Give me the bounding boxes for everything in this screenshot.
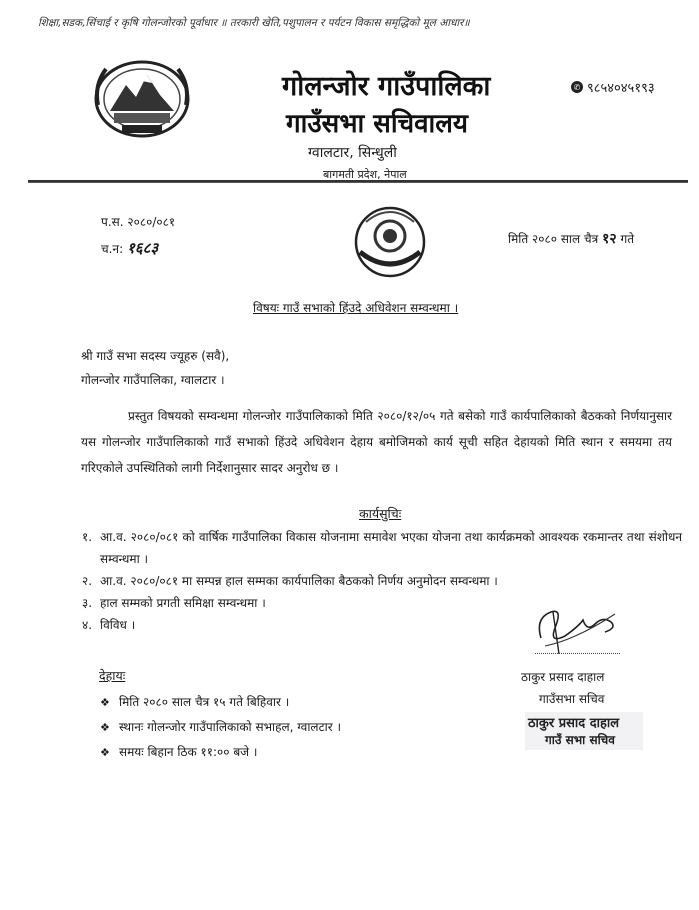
- details-item: [100, 715, 341, 740]
- phone-icon: ✆: [571, 81, 583, 93]
- diamond-bullet-icon: ❖: [100, 721, 110, 734]
- date-day: १२: [602, 231, 617, 247]
- agenda-item-text: विविध ।: [100, 618, 136, 632]
- date-suffix: गते: [620, 232, 635, 246]
- office-seal-icon: [348, 200, 432, 284]
- letter-body: [81, 403, 672, 481]
- cn-value: १६८३: [126, 239, 159, 257]
- stamp-title: गाउँ सभा सचिव: [545, 733, 615, 747]
- organization-office: गाउँसभा सचिवालय: [286, 109, 468, 139]
- letter-date: [508, 229, 634, 248]
- header-divider: [28, 180, 688, 183]
- handwritten-signature: [525, 598, 625, 660]
- government-emblem-icon: [92, 55, 192, 139]
- ps-value: २०८०/०८१: [127, 215, 176, 229]
- details-item-text: समयः बिहान ठिक ११:०० बजे ।: [119, 745, 258, 759]
- address-line-1: ग्वालटार, सिन्धुली: [308, 145, 397, 161]
- chalani-number: [101, 238, 158, 258]
- agenda-item-text: हाल सम्मको प्रगती समिक्षा सम्वन्धमा ।: [100, 596, 266, 610]
- organization-name: गोलन्जोर गाउँपालिका: [282, 71, 491, 102]
- addressee-line-2: गोलन्जोर गाउँपालिका, ग्वालटार ।: [81, 373, 225, 387]
- cn-label: च.न:: [101, 242, 124, 256]
- agenda-item-text: आ.व. २०८०/०८१ मा सम्पन्न हाल सम्मका कार्यपालिका बैठकको निर्णय अनुमोदन सम्वन्धमा ।: [100, 574, 498, 588]
- details-title: देहायः: [99, 668, 126, 683]
- letter-subject: विषयः गाउँ सभाको हिंउदे अधिवेशन सम्वन्धमा ।: [253, 301, 459, 315]
- details-item-text: मिति २०८० साल चैत्र १५ गते बिहिवार ।: [119, 695, 290, 709]
- signature-line: [535, 653, 620, 654]
- header-motto: शिक्षा,सडक,सिंचाई र कृषि गोलन्जोरको पूर्वाधार ॥ तरकारी खेति,पशुपालन र पर्यटन विकास समृद्धिको मूल आधार॥: [38, 17, 470, 29]
- agenda-item-number: १.: [82, 530, 93, 544]
- details-list: [100, 690, 341, 765]
- stamp-name: ठाकुर प्रसाद दाहाल: [528, 716, 620, 731]
- phone-contact: [571, 78, 655, 96]
- details-item-text: स्थानः गोलन्जोर गाउँपालिकाको सभाहल, ग्वालटार ।: [119, 720, 341, 734]
- signer-title: गाउँसभा सचिव: [539, 692, 605, 706]
- addressee-line-1: श्री गाउँ सभा सदस्य ज्यूहरु (सवै),: [81, 349, 230, 363]
- agenda-item-number: २.: [82, 574, 93, 588]
- agenda-item-number: ४.: [82, 618, 93, 632]
- diamond-bullet-icon: ❖: [100, 746, 110, 759]
- agenda-title: कार्यसुचिः: [359, 506, 402, 521]
- date-prefix: मिति २०८० साल चैत्र: [508, 232, 599, 246]
- details-item: [100, 690, 341, 715]
- signer-name: ठाकुर प्रसाद दाहाल: [521, 670, 605, 684]
- agenda-item: [82, 570, 682, 592]
- ps-label: प.स.: [101, 215, 124, 229]
- address-line-2: बागमती प्रदेश, नेपाल: [323, 168, 407, 181]
- details-item: [100, 740, 341, 765]
- phone-number: ९८५४०४५१९३: [587, 81, 655, 96]
- agenda-item-text: आ.व. २०८०/०८१ को वार्षिक गाउँपालिका विकास योजनामा समावेश भएका योजना तथा कार्यक्रमको आवश्यक रकमान्तर तथा संशोधन सम्वन्धमा ।: [100, 530, 682, 566]
- body-paragraph: प्रस्तुत विषयको सम्वन्धमा गोलन्जोर गाउँपालिकाको मिति २०८०/१२/०५ गते बसेको गाउँ कार्यपालिकाको बैठकको निर्णयानुसार यस गोलन्जोर गाउँपालिकाको गाउँ सभाको हिंउदे अधिवेशन देहाय बमोजिमको कार्य सूची सहित देहायको मिति स्थान र समयमा तय गरिएकोले उपस्थितिको लागी निर्देशानुसार सादर अनुरोध छ ।: [81, 409, 672, 475]
- patra-sankhya: [101, 213, 175, 230]
- diamond-bullet-icon: ❖: [100, 696, 110, 709]
- agenda-item: [82, 526, 682, 570]
- agenda-item-number: ३.: [82, 596, 93, 610]
